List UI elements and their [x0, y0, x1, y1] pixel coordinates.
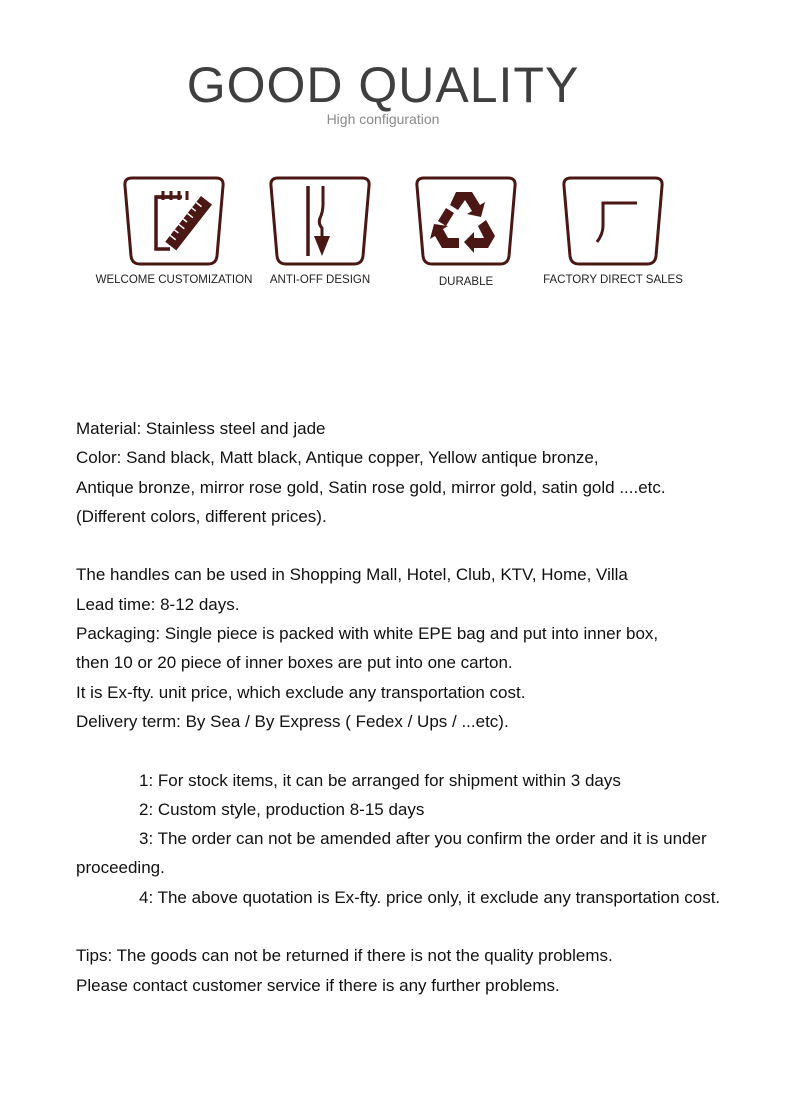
color-note: (Different colors, different prices).: [76, 506, 327, 526]
price-note-line: It is Ex-fty. unit price, which exclude any transportation cost.: [76, 682, 526, 702]
tips-line-2: Please contact customer service if there is any further problems.: [76, 975, 560, 995]
page-title: GOOD QUALITY: [186, 57, 580, 113]
delivery-line: Delivery term: By Sea / By Express ( Fedex / Ups / ...etc).: [76, 711, 509, 731]
page-subtitle: High configuration: [326, 111, 440, 127]
product-description: [76, 414, 736, 1000]
pencil-ruler-icon: [120, 176, 228, 266]
feature-row: [0, 176, 790, 296]
color-line-1: Color: Sand black, Matt black, Antique copper, Yellow antique bronze,: [76, 448, 599, 468]
term-item: 3: The order can not be amended after you confirm the order and it is under proceeding.: [76, 829, 707, 878]
term-item: 1: For stock items, it can be arranged for shipment within 3 days: [139, 770, 621, 790]
term-item: 4: The above quotation is Ex-fty. price only, it exclude any transportation cost.: [139, 887, 721, 907]
term-item: 2: Custom style, production 8-15 days: [139, 799, 425, 819]
color-line-2: Antique bronze, mirror rose gold, Satin rose gold, mirror gold, satin gold ....etc.: [76, 477, 666, 497]
down-arrow-icon: [266, 176, 374, 266]
usage-line: The handles can be used in Shopping Mall, Hotel, Club, KTV, Home, Villa: [76, 565, 628, 585]
packaging-line-1: Packaging: Single piece is packed with white EPE bag and put into inner box,: [76, 624, 659, 644]
tips-line-1: Tips: The goods can not be returned if there is not the quality problems.: [76, 946, 613, 966]
feature-label: DURABLE: [438, 276, 494, 288]
lead-time-line: Lead time: 8-12 days.: [76, 594, 240, 614]
feature-label: FACTORY DIRECT SALES: [543, 274, 683, 286]
recycle-icon: [412, 176, 520, 266]
feature-label: WELCOME CUSTOMIZATION: [95, 274, 253, 286]
material-line: Material: Stainless steel and jade: [76, 419, 326, 438]
corner-icon: [559, 176, 667, 266]
packaging-line-2: then 10 or 20 piece of inner boxes are put into one carton.: [76, 653, 513, 673]
feature-label: ANTI-OFF DESIGN: [269, 274, 371, 286]
